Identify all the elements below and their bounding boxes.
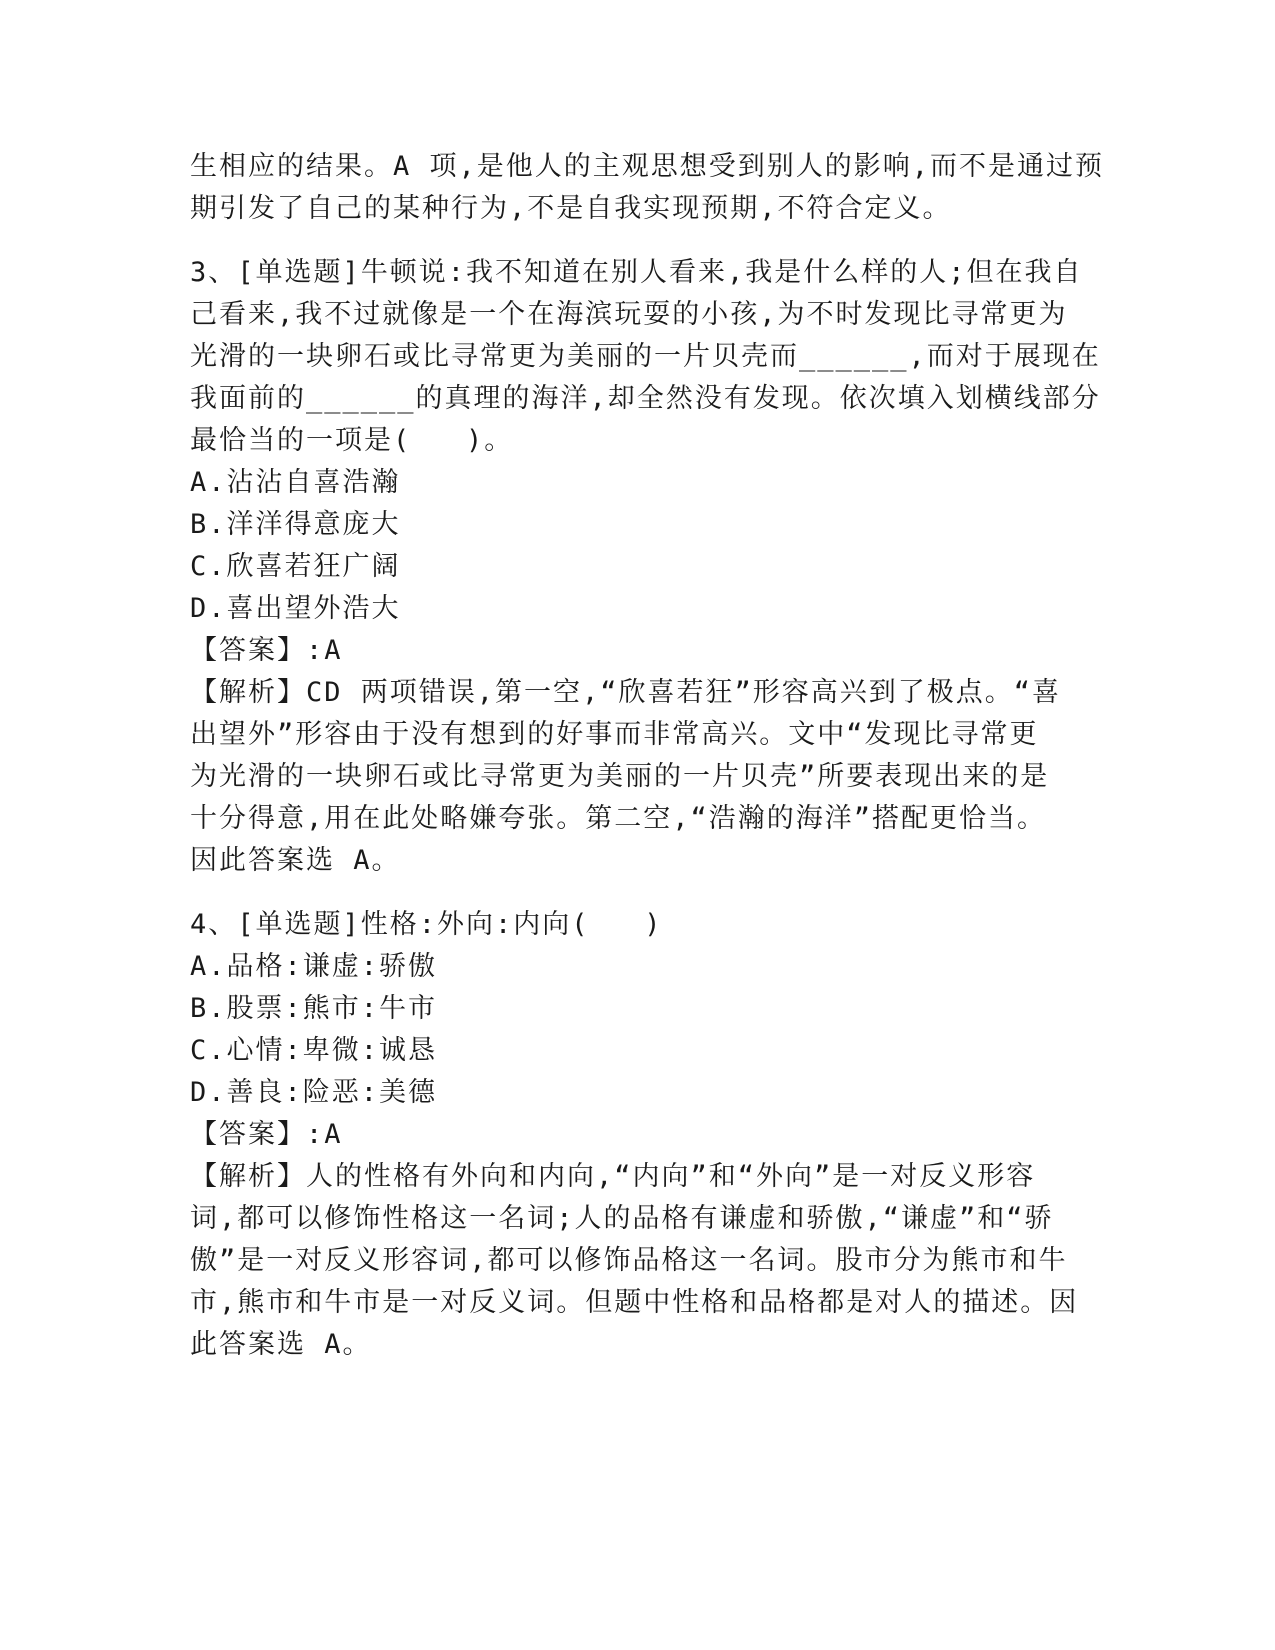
option-d: D.善良:险恶:美德 bbox=[190, 1077, 438, 1108]
option-b: B.股票:熊市:牛市 bbox=[190, 993, 438, 1024]
text-line: 生相应的结果。A 项,是他人的主观思想受到别人的影响,而不是通过预 bbox=[190, 151, 1105, 182]
spacer bbox=[190, 230, 1080, 252]
answer-line: 【答案】:A bbox=[190, 635, 343, 666]
question-stem-line: 3、[单选题]牛顿说:我不知道在别人看来,我是什么样的人;但在我自 bbox=[190, 257, 1083, 288]
analysis-line: 出望外”形容由于没有想到的好事而非常高兴。文中“发现比寻常更 bbox=[190, 719, 1039, 750]
option-a: A.沾沾自喜浩瀚 bbox=[190, 467, 401, 498]
analysis-line: 傲”是一对反义形容词,都可以修饰品格这一名词。股市分为熊市和牛 bbox=[190, 1245, 1068, 1276]
question-stem-line: 己看来,我不过就像是一个在海滨玩耍的小孩,为不时发现比寻常更为 bbox=[190, 299, 1068, 330]
question-stem-line: 最恰当的一项是( )。 bbox=[190, 425, 514, 456]
question-stem-line: 光滑的一块卵石或比寻常更为美丽的一片贝壳而______,而对于展现在 bbox=[190, 341, 1101, 372]
option-d: D.喜出望外浩大 bbox=[190, 593, 401, 624]
answer-line: 【答案】:A bbox=[190, 1119, 343, 1150]
question-stem-line: 我面前的______的真理的海洋,却全然没有发现。依次填入划横线部分 bbox=[190, 383, 1101, 414]
question-4 bbox=[190, 904, 1080, 1366]
option-a: A.品格:谦虚:骄傲 bbox=[190, 951, 438, 982]
analysis-line: 【解析】人的性格有外向和内向,“内向”和“外向”是一对反义形容 bbox=[190, 1161, 1036, 1192]
text-line: 期引发了自己的某种行为,不是自我实现预期,不符合定义。 bbox=[190, 193, 952, 224]
previous-analysis-continuation bbox=[190, 146, 1105, 230]
option-c: C.心情:卑微:诚恳 bbox=[190, 1035, 438, 1066]
spacer bbox=[190, 882, 1080, 904]
analysis-line: 【解析】CD 两项错误,第一空,“欣喜若狂”形容高兴到了极点。“喜 bbox=[190, 677, 1062, 708]
analysis-line: 因此答案选 A。 bbox=[190, 845, 401, 876]
analysis-line: 词,都可以修饰性格这一名词;人的品格有谦虚和骄傲,“谦虚”和“骄 bbox=[190, 1203, 1054, 1234]
document-page bbox=[190, 146, 1105, 1366]
analysis-line: 十分得意,用在此处略嫌夸张。第二空,“浩瀚的海洋”搭配更恰当。 bbox=[190, 803, 1047, 834]
option-c: C.欣喜若狂广阔 bbox=[190, 551, 401, 582]
analysis-line: 此答案选 A。 bbox=[190, 1329, 372, 1360]
analysis-line: 市,熊市和牛市是一对反义词。但题中性格和品格都是对人的描述。因 bbox=[190, 1287, 1079, 1318]
option-b: B.洋洋得意庞大 bbox=[190, 509, 401, 540]
question-stem-line: 4、[单选题]性格:外向:内向( ) bbox=[190, 909, 663, 940]
question-3 bbox=[190, 252, 1101, 882]
analysis-line: 为光滑的一块卵石或比寻常更为美丽的一片贝壳”所要表现出来的是 bbox=[190, 761, 1050, 792]
